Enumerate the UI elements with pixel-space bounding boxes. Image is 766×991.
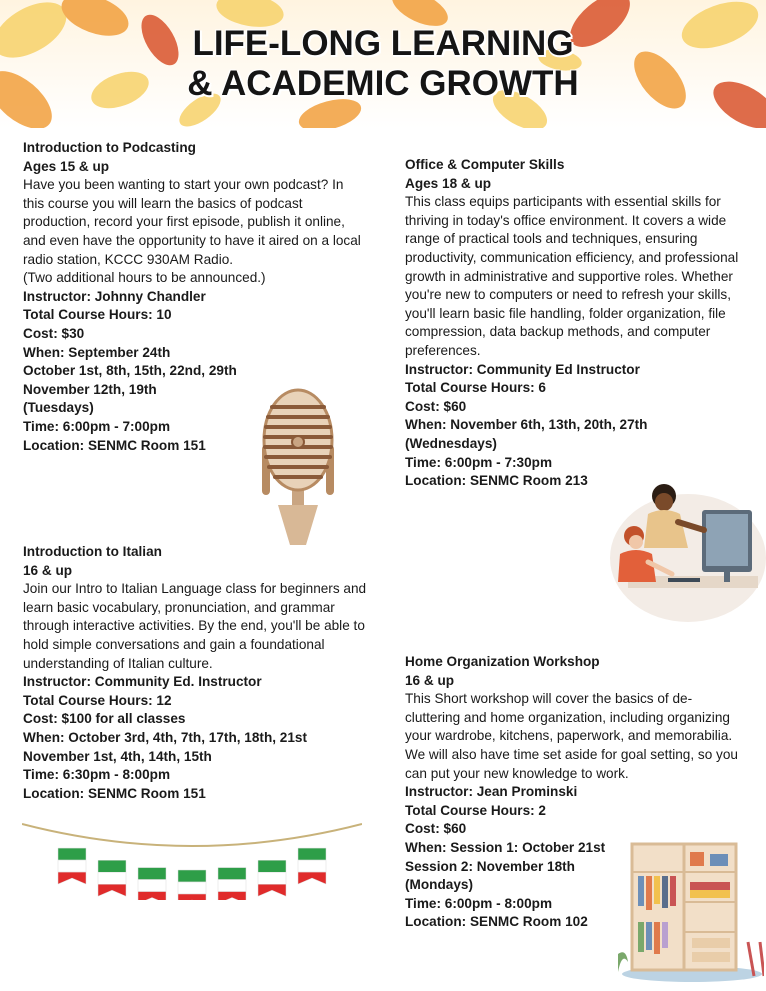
microphone-icon <box>248 385 348 547</box>
course-instructor: Instructor: Johnny Chandler <box>23 288 206 304</box>
course-hours: Total Course Hours: 12 <box>23 692 172 708</box>
course-days: (Wednesdays) <box>405 435 497 451</box>
course-ages: 16 & up <box>23 562 73 578</box>
course-ages: 16 & up <box>405 672 455 688</box>
course-location: Location: SENMC Room 151 <box>23 785 206 801</box>
wardrobe-closet-icon <box>614 842 764 984</box>
course-description: This class equips participants with essential skills for thriving in today's office environment. It covers a wide range of practical tools and techniques, ensuring productivity, communication efficiency, and professional growth in administrative and supportive roles. Whether you're new to computers or need to refresh your skills, you'll learn basic file handling, folder organization, file compression, data backup methods, and computer preferences. <box>405 194 739 358</box>
course-office <box>405 156 743 491</box>
course-title: Introduction to Podcasting <box>23 140 196 155</box>
course-italian <box>23 543 368 803</box>
course-time: Time: 6:30pm - 8:00pm <box>23 767 171 783</box>
course-cost: Cost: $60 <box>405 821 467 837</box>
course-when-2: Session 2: November 18th <box>405 858 575 874</box>
course-location: Location: SENMC Room 213 <box>405 473 588 489</box>
course-cost: Cost: $30 <box>23 325 85 341</box>
course-description: Join our Intro to Italian Language class for beginners and learn basic vocabulary, pronunciation, and grammar through interactive activities. By the end, you'll be able to hold simple conversations and gain a foundational understanding of Italian culture. <box>23 581 367 671</box>
bunting-flag <box>98 860 126 896</box>
course-when-2: October 1st, 8th, 15th, 22nd, 29th <box>23 363 237 379</box>
italian-flag-bunting-icon <box>22 818 362 900</box>
course-when: When: Session 1: October 21st <box>405 839 606 855</box>
course-ages: Ages 15 & up <box>23 158 110 174</box>
course-when: When: November 6th, 13th, 20th, 27th <box>405 417 648 433</box>
course-cost: Cost: $100 for all classes <box>23 711 186 727</box>
course-time: Time: 6:00pm - 8:00pm <box>405 895 553 911</box>
bunting-flag <box>258 860 286 896</box>
course-description: This Short workshop will cover the basics of de-cluttering and home organization, including organizing your wardrobe, kitchens, paperwork, and memorabilia. We will also have time set aside for goal setting, so you can put your new knowledge to work. <box>405 691 738 781</box>
course-when-3: November 12th, 19th <box>23 381 157 397</box>
bunting-flag <box>58 848 86 884</box>
course-ages: Ages 18 & up <box>405 175 492 191</box>
course-title: Home Organization Workshop <box>405 654 600 669</box>
title-line-1: LIFE-LONG LEARNING <box>192 24 574 63</box>
course-days: (Tuesdays) <box>23 400 94 416</box>
course-instructor: Instructor: Community Ed. Instructor <box>23 674 262 690</box>
course-location: Location: SENMC Room 151 <box>23 437 206 453</box>
course-when: When: September 24th <box>23 344 171 360</box>
course-time: Time: 6:00pm - 7:30pm <box>405 454 553 470</box>
course-cost: Cost: $60 <box>405 398 467 414</box>
course-location: Location: SENMC Room 102 <box>405 914 588 930</box>
bunting-flag <box>298 848 326 884</box>
course-title: Office & Computer Skills <box>405 157 565 172</box>
bunting-flag <box>218 868 246 900</box>
course-description: Have you been wanting to start your own podcast? In this course you will learn the basics of podcast production, record your first episode, publish it online, and even have the opportunity to have it aired on a local radio station, KCCC 930AM Radio. <box>23 177 361 267</box>
bunting-flag <box>138 868 166 900</box>
course-hours: Total Course Hours: 10 <box>23 307 172 323</box>
course-instructor: Instructor: Jean Prominski <box>405 784 578 800</box>
title-line-2: & ACADEMIC GROWTH <box>187 64 579 103</box>
course-title: Introduction to Italian <box>23 544 162 559</box>
course-time: Time: 6:00pm - 7:00pm <box>23 418 171 434</box>
course-when-2: November 1st, 4th, 14th, 15th <box>23 748 212 764</box>
course-when: When: October 3rd, 4th, 7th, 17th, 18th, 21st <box>23 729 308 745</box>
course-days: (Mondays) <box>405 877 473 893</box>
course-hours: Total Course Hours: 2 <box>405 802 546 818</box>
bunting-flag <box>178 870 206 900</box>
page-title <box>0 24 766 104</box>
course-hours: Total Course Hours: 6 <box>405 380 546 396</box>
computer-tutoring-icon <box>608 478 766 624</box>
course-instructor: Instructor: Community Ed Instructor <box>405 361 640 377</box>
course-note: (Two additional hours to be announced.) <box>23 270 266 286</box>
